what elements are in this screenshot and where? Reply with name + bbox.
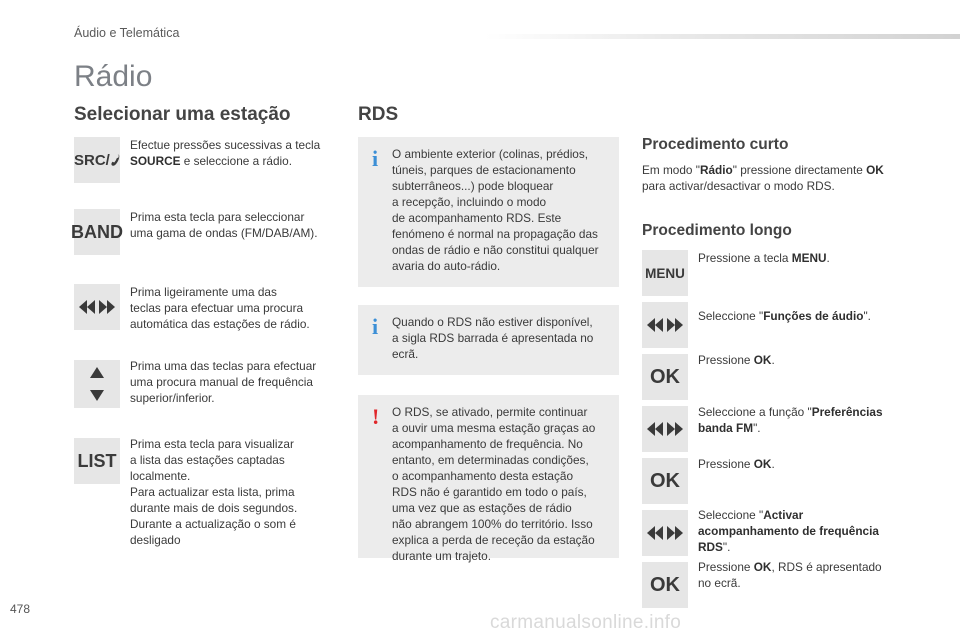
ok-key-label: OK bbox=[650, 573, 680, 596]
seek-arrows-icon bbox=[642, 302, 688, 348]
src-key-icon bbox=[74, 137, 120, 183]
step-5: Pressione OK. bbox=[698, 457, 775, 471]
heading-long-procedure: Procedimento longo bbox=[642, 222, 792, 239]
seek-arrows-icon bbox=[642, 406, 688, 452]
ok-key-label: OK bbox=[650, 469, 680, 492]
running-header: Áudio e Telemática bbox=[74, 26, 180, 40]
section-heading-select-station: Selecionar uma estação bbox=[74, 104, 291, 125]
seek-arrows-icon bbox=[74, 284, 120, 330]
step-1: Pressione a tecla MENU. bbox=[698, 251, 830, 265]
desc-list: Prima esta tecla para visualizar a lista das estações captadas localmente. Para actualizar esta lista, prima durante mais de dois segundos. Durante a actualização o som é desligado bbox=[130, 437, 298, 547]
page-title: Rádio bbox=[74, 60, 153, 93]
heading-short-procedure: Procedimento curto bbox=[642, 136, 789, 153]
section-heading-rds: RDS bbox=[358, 104, 399, 125]
desc-manual-search: Prima uma das teclas para efectuar uma procura manual de frequência superior/inferior. bbox=[130, 359, 317, 405]
menu-key-icon bbox=[642, 250, 688, 296]
phone-handset-icon bbox=[110, 152, 120, 168]
band-key-label: BAND bbox=[71, 221, 123, 242]
up-down-arrows-icon bbox=[74, 360, 120, 408]
desc-band: Prima esta tecla para seleccionar uma gama de ondas (FM/DAB/AM). bbox=[130, 210, 318, 240]
list-key-icon bbox=[74, 438, 120, 484]
step-6: Seleccione "Activar acompanhamento de frequência RDS". bbox=[698, 508, 879, 554]
step-4: Seleccione a função "Preferências banda FM". bbox=[698, 405, 883, 435]
desc-seek: Prima ligeiramente uma das teclas para efectuar uma procura automática das estações de rádio. bbox=[130, 285, 310, 331]
ok-key-icon bbox=[642, 354, 688, 400]
ok-key-label: OK bbox=[650, 365, 680, 388]
desc-source: Efectue pressões sucessivas a tecla SOURCE e seleccione a rádio. bbox=[130, 138, 321, 168]
ok-key-icon bbox=[642, 458, 688, 504]
short-procedure-text: Em modo "Rádio" pressione directamente OK para activar/desactivar o modo RDS. bbox=[642, 163, 884, 193]
warning-icon: ! bbox=[372, 404, 380, 429]
menu-key-label: MENU bbox=[645, 265, 685, 281]
step-3: Pressione OK. bbox=[698, 353, 775, 367]
step-2: Seleccione "Funções de áudio". bbox=[698, 309, 871, 323]
ok-key-icon bbox=[642, 562, 688, 608]
band-key-icon bbox=[71, 209, 123, 255]
seek-arrows-icon bbox=[642, 510, 688, 556]
list-key-label: LIST bbox=[77, 450, 117, 471]
step-7: Pressione OK, RDS é apresentado no ecrã. bbox=[698, 560, 882, 590]
warning-box-frequency-tracking: ! O RDS, se ativado, permite continuar a ouvir uma mesma estação graças ao acompanhamento de frequência. No entanto, em determinadas condições, o acompanhamento desta estação RDS não é garantido em todo o país, uma vez que as estações de rádio não abrangem 100% do território. Isso explica a perda de receção da estação durante um trajeto. bbox=[358, 395, 619, 558]
watermark: carmanualsonline.info bbox=[490, 612, 682, 633]
page-number: 478 bbox=[10, 602, 31, 616]
info-icon: i bbox=[372, 146, 379, 171]
info-box-rds-unavailable: i Quando o RDS não estiver disponível, a sigla RDS barrada é apresentada no ecrã. bbox=[358, 305, 619, 375]
src-key-label: SRC/ bbox=[74, 151, 110, 169]
info-box-reception: i O ambiente exterior (colinas, prédios, túneis, parques de estacionamento subterrâneos...) pode bloquear a recepção, incluindo o modo de acompanhamento RDS. Este fenómeno é normal na propagação das ondas de rádio e não constitui qualquer avaria do auto-rádio. bbox=[358, 137, 619, 287]
info-icon: i bbox=[372, 314, 379, 339]
header-rule bbox=[485, 34, 960, 39]
